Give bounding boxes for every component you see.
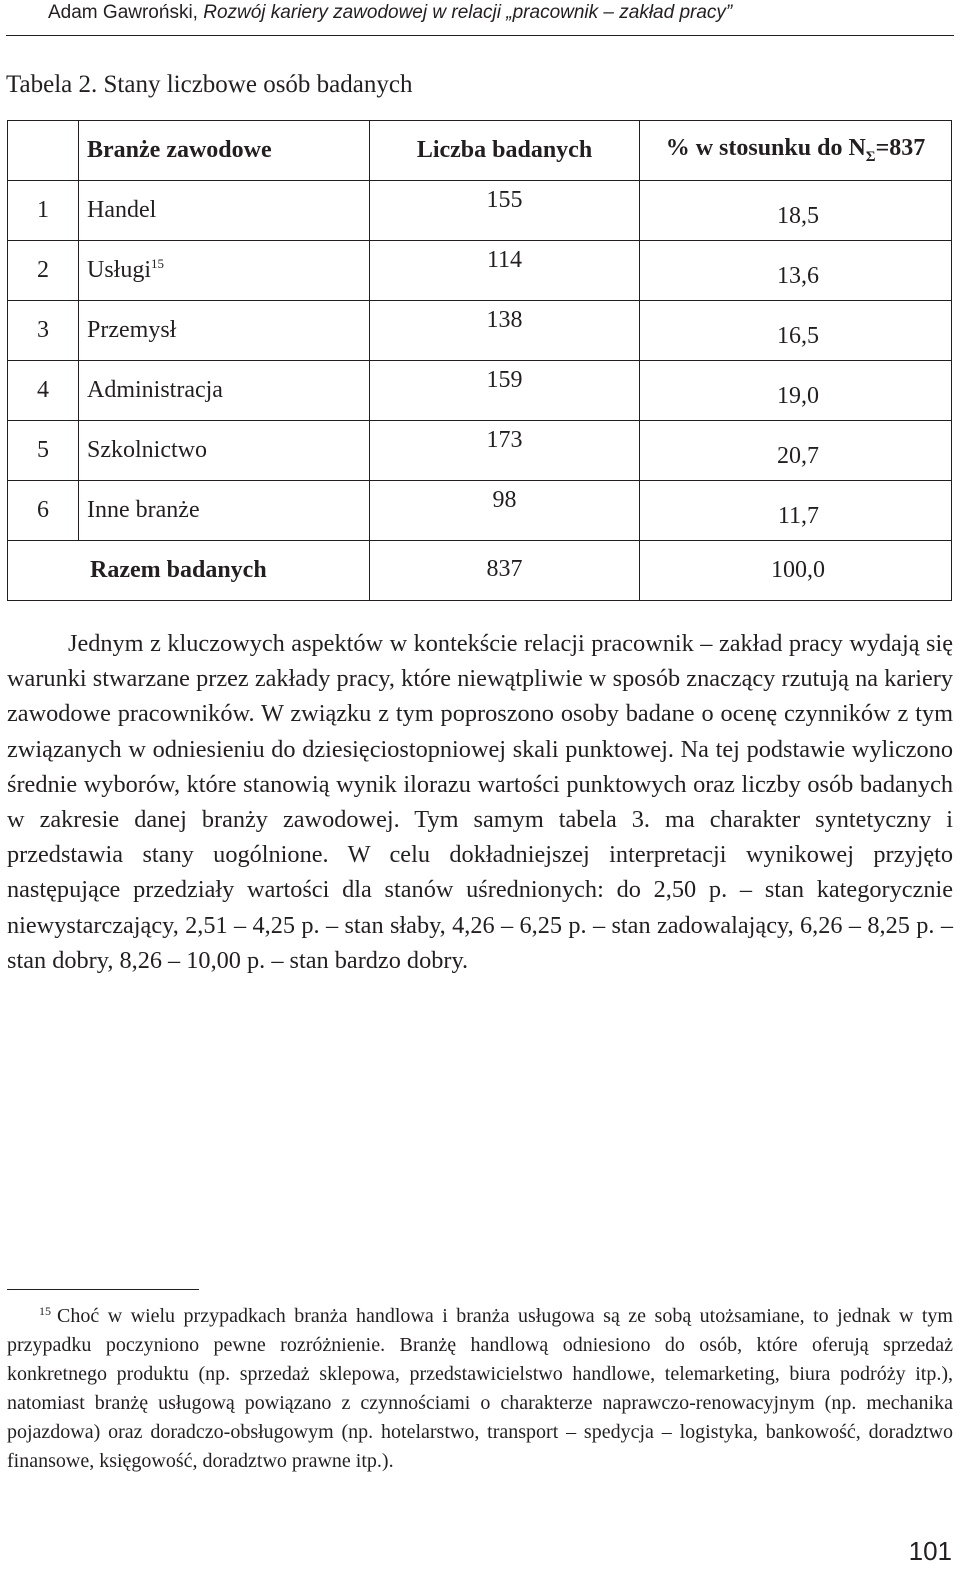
- percent-header-suffix: =837: [875, 135, 926, 161]
- row-number: 2: [8, 241, 79, 301]
- table-row: [8, 361, 952, 421]
- table-row: [8, 301, 952, 361]
- footnote: [7, 1297, 953, 1476]
- table-row: [8, 481, 952, 541]
- industry-label: Administracja: [87, 377, 223, 403]
- percent-header-subscript: Σ: [865, 149, 876, 165]
- table-total-row: [8, 541, 952, 601]
- row-count: 173: [370, 421, 640, 481]
- industry-label: Szkolnictwo: [87, 437, 207, 463]
- footnote-divider: [7, 1289, 199, 1290]
- industry-label: Inne branże: [87, 497, 200, 523]
- header-cell-count: Liczba badanych: [370, 121, 640, 181]
- total-count: 837: [370, 541, 640, 601]
- row-number: 5: [8, 421, 79, 481]
- table-row: [8, 421, 952, 481]
- body-paragraph: Jednym z kluczowych aspektów w kontekście relacji pracownik – zakład pracy wydają się warunki stwarzane przez zakłady pracy, które niewątpliwie w sposób znaczący rzutują na kariery zawodowe pracowników. W związku z tym poproszono osoby badane o ocenę czynników z tym związanych w odniesieniu do dziesięciostopniowej skali punktowej. Na tej podstawie wyliczono średnie wyborów, które stanowią wynik ilorazu wartości punktowych oraz liczby osób badanych w zakresie danej branży zawodowej. Tym samym tabela 3. ma charakter syntetyczny i przedstawia stany uogólnione. W celu dokładniejszej interpretacji wynikowej przyjęto następujące przedziały wartości dla stanów uśrednionych: do 2,50 p. – stan kategorycznie niewystarczający, 2,51 – 4,25 p. – stan słaby, 4,26 – 6,25 p. – stan zadowalający, 6,26 – 8,25 p. – stan dobry, 8,26 – 10,00 p. – stan bardzo dobry.: [7, 630, 953, 974]
- row-percent: 16,5: [640, 301, 952, 361]
- header-cell-percent: [640, 121, 952, 181]
- row-count: 159: [370, 361, 640, 421]
- row-industry: [79, 421, 370, 481]
- header-author: Adam Gawroński,: [48, 2, 204, 23]
- industry-label: Handel: [87, 197, 157, 223]
- row-percent: 11,7: [640, 481, 952, 541]
- row-count: 138: [370, 301, 640, 361]
- industry-label: Usługi: [87, 257, 152, 283]
- footnote-reference: 15: [151, 256, 165, 271]
- table-caption: Tabela 2. Stany liczbowe osób badanych: [6, 71, 413, 98]
- data-table: [7, 120, 952, 601]
- row-percent: 19,0: [640, 361, 952, 421]
- industry-label: Przemysł: [87, 317, 177, 343]
- page-number: 101: [908, 1536, 952, 1566]
- table-row: [8, 181, 952, 241]
- row-percent: 13,6: [640, 241, 952, 301]
- row-count: 155: [370, 181, 640, 241]
- total-percent: 100,0: [640, 541, 952, 601]
- table-row: [8, 241, 952, 301]
- header-title: Rozwój kariery zawodowej w relacji „pracownik – zakład pracy”: [203, 2, 733, 23]
- header-cell-industry: Branże zawodowe: [79, 121, 370, 181]
- row-percent: 20,7: [640, 421, 952, 481]
- row-industry: [79, 361, 370, 421]
- row-number: 1: [8, 181, 79, 241]
- total-label: Razem badanych: [8, 541, 370, 601]
- row-number: 4: [8, 361, 79, 421]
- footnote-text: Choć w wielu przypadkach branża handlowa i branża usługowa są ze sobą utożsamiane, to jednak w tym przypadku poczyniono pewne rozróżnienie. Branżę handlową odniesiono do osób, które oferują sprzedaż konkretnego produktu (np. sprzedaż sklepowa, przedstawicielstwo handlowe, telemarketing, biura podróży itp.), natomiast branżę usługową powiązano z czynnościami o charakterze naprawczo-renowacyjnym (np. mechanika pojazdowa) oraz doradczo-obsługowym (np. hotelarstwo, transport – spedycja – logistyka, bankowość, doradztwo finansowe, księgowość, doradztwo prawne itp.).: [7, 1305, 953, 1472]
- row-number: 6: [8, 481, 79, 541]
- running-header: [0, 0, 960, 34]
- table-header-row: [8, 121, 952, 181]
- row-industry: [79, 241, 370, 301]
- header-divider: [6, 35, 954, 36]
- footnote-mark: 15: [39, 1304, 51, 1318]
- row-industry: [79, 481, 370, 541]
- row-count: 114: [370, 241, 640, 301]
- header-cell-no: [8, 121, 79, 181]
- row-industry: [79, 181, 370, 241]
- row-count: 98: [370, 481, 640, 541]
- percent-header-prefix: % w stosunku do N: [665, 135, 866, 161]
- row-industry: [79, 301, 370, 361]
- row-number: 3: [8, 301, 79, 361]
- row-percent: 18,5: [640, 181, 952, 241]
